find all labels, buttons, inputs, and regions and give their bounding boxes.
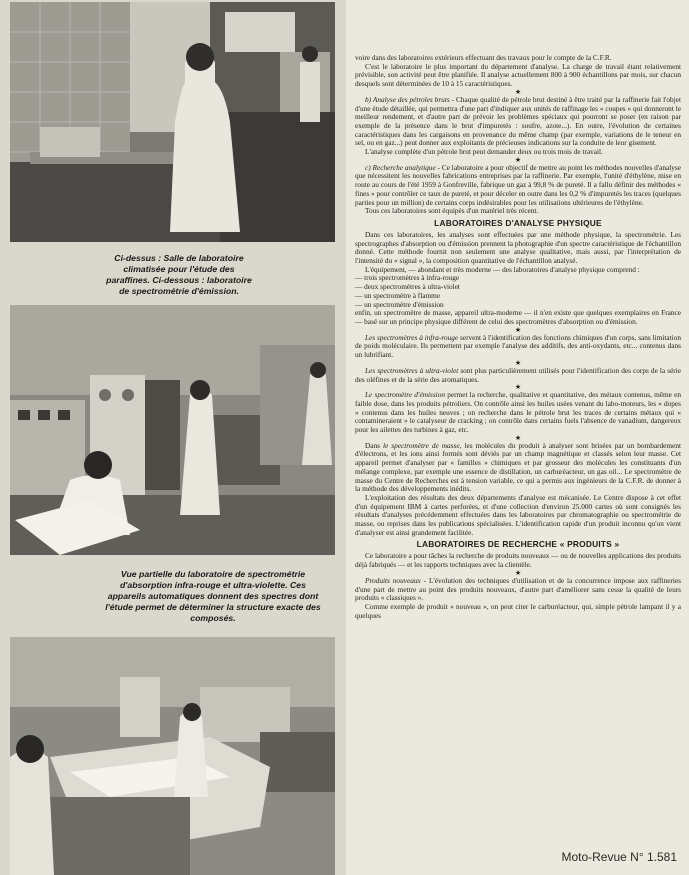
section-heading: LABORATOIRES DE RECHERCHE « PRODUITS » [416, 539, 620, 550]
section-star: ★ [514, 87, 522, 96]
article-paragraph: L'exploitation des résultats des deux départements d'analyse est mécanisée. Le Centre dispose à cet effet d'un équipement IBM à cartes perforées, et d'une collection d'environ 25.000 cartes où sont consignés les résultats d'analyses précédemment effectuées dans les laboratoires par chromatographie ou spectrométrie de masse, ou reprises dans les publications spécialisées. L'identification rapide d'un produit inconnu qu'on vient d'analyser est ainsi grandement facilitée. [355, 492, 681, 537]
section-star: ★ [514, 383, 522, 392]
subsection-title: Le spectromètre d'émission [365, 390, 446, 400]
photo-infrared-lab [10, 305, 335, 555]
paragraph-text: - Chaque qualité de pétrole brut destiné à être traité par la raffinerie fait l'objet d'une étude détaillée, qui permettra d'une part d'indiquer aux unités de raffinage les « coupes » qui donneront le meilleur rendement, et d'autre part de prévoir les problèmes spéciaux qui pourront se poser (en raison par exemple de la présence dans le brut d'impuretés : soufre, azote...). En outre, l'évolution de certaines caractéristiques dans les cargaisons en provenance du même champ (par exemple, variations de le teneur en sel, ou en gaz...) peut donner aux exploitants de précieuses indications sur la conduite de leur gisement. [355, 94, 681, 148]
equipment-list-item: — deux spectromètres à ultra-violet [355, 282, 460, 292]
article-text [355, 54, 681, 620]
article-paragraph [355, 96, 681, 148]
caption-infrared-lab: Vue partielle du laboratoire de spectrométrie d'absorption infra-rouge et ultra-violette. Ces appareils automatiques donnent des spectres dont l'étude permet de déterminer la structure exacte des composés. [105, 569, 321, 623]
article-paragraph [355, 577, 681, 603]
section-star: ★ [514, 155, 522, 164]
paragraph-text: sont plus particulièrement utilisés pour l'identification des corps de la série des oléfines et de la série des aromatiques. [355, 365, 681, 384]
paragraph-text: permet la recherche, qualitative et quantitative, des métaux contenus, même en faible dose, dans les produits pétroliers. On contrôle ainsi les huiles usées venant du labo-moteurs, les « dopes » contenus dans les huiles neuves ; on recherche dans le pétrole brut les traces de certains métaux qui « contamineraient » le catalyseur de cracking ; on contrôle dans certains fuels l'absence de vanadium, dangereux pour les ailettes des turbines à gaz, etc. [355, 390, 681, 435]
subsection-title: b) Analyse des pétroles bruts [365, 94, 450, 104]
article-paragraph [355, 391, 681, 435]
article-paragraph [355, 334, 681, 360]
article-paragraph: voire dans des laboratoires extérieurs effectuant des travaux pour le compte de la C.F.R. [355, 53, 612, 62]
section-star: ★ [514, 568, 522, 577]
article-paragraph: Ce laboratoire a pour tâches la recherche de produits nouveaux — ou de nouvelles applications des produits déjà fabriqués — et les rapports techniques avec la clientèle. [355, 551, 681, 570]
caption-paraffin-lab: Ci-dessus : Salle de laboratoire climatisée pour l'étude des paraffines. Ci-dessous : laboratoire de spectrométrie d'émission. [106, 253, 252, 296]
equipment-list-item: — un spectromètre d'émission [355, 299, 444, 309]
equipment-list-item: — un spectromètre à flamme [355, 290, 441, 300]
section-star: ★ [514, 433, 522, 442]
section-star: ★ [514, 325, 522, 334]
page-footer: Moto-Revue N° 1.581 [561, 850, 677, 864]
photo-mass-spectrometer-lab [10, 637, 335, 875]
subsection-title: Les spectromètres à ultra-violet [365, 365, 459, 375]
paragraph-text: - Ce laboratoire a pour objectif de mettre au point les méthodes nouvelles d'analyse que nécessitent les nouvelles fabrications entreprises par la raffinerie. Par exemple, l'unité d'éthylène, mise en route au cours de l'été 1959 à Gonfreville, fabrique un gaz à 99,8 % de pureté. Il a fallu définir des méthodes « fines » pour contrôler ce taux de pureté, et pour déceler en outre dans les 0,2 % d'impuretés les traces (quelques parties pour un million) de certains corps indésirables pour les utilisations ultérieures de l'éthylène. [355, 162, 681, 207]
article-paragraph: Tous ces laboratoires sont équipés d'un matériel très récent. [365, 206, 539, 216]
section-star: ★ [514, 358, 522, 367]
article-paragraph [355, 367, 681, 384]
mass-spectrometer-photo-image [10, 637, 335, 875]
section-heading: LABORATOIRES D'ANALYSE PHYSIQUE [434, 217, 602, 228]
paragraph-text: servent à l'identification des fonctions chimiques d'un corps, sans limitation de poids moléculaire. Ils permettent par exemple l'analyse des additifs, des anti-oxydants, etc... contenus dans un lubrifiant. [355, 332, 681, 360]
infrared-lab-photo-image [10, 305, 335, 555]
photo-paraffin-lab [10, 2, 335, 242]
subsection-title: c) Recherche analytique [365, 162, 436, 172]
article-paragraph: L'équipement, — abondant et très moderne — des laboratoires d'analyse physique comprend : [365, 264, 640, 274]
article-paragraph [355, 442, 681, 494]
equipment-list-item: — trois spectromètres à infra-rouge [355, 273, 460, 283]
paraffin-lab-photo-image [10, 2, 335, 242]
paragraph-text: - L'évolution des techniques d'utilisation et de la concurrence impose aux raffineries d'une part de mettre au point des produits nouveaux, d'autre part d'améliorer sans cesse la qualité de leurs produits « classiques ». [355, 575, 681, 603]
paragraph-text: Dans [365, 440, 384, 450]
article-paragraph: Comme exemple de produit « nouveau », on peut citer le carburéacteur, qui, simple pétrole lampant il y a quelques [355, 601, 681, 620]
article-paragraph: L'analyse complète d'un pétrole brut peut demander deux ou trois mois de travail. [365, 147, 603, 157]
subsection-title: le spectromètre de masse [383, 440, 460, 450]
paragraph-text: , les molécules du produit à analyser sont brisées par un bombardement d'électrons, et les ions ainsi formés sont déviés par un champ magnétique et classés selon leur masse. Cet appareil permet d'analyser par « familles » chimiques et par grosseur des molécules les constituants d'un mélange complexe, par exemple une essence de distillation, un carburéacteur, un gas oil... Le spectromètre de masse du Centre de Recherches est à tension variable, ce qui a permis aux ingénieurs de la C.F.R. de donner à la méthode des développements inédits. [355, 440, 682, 494]
subsection-title: Produits nouveaux [365, 575, 421, 585]
article-paragraph [355, 164, 681, 208]
subsection-title: Les spectromètres à infra-rouge [365, 332, 459, 342]
article-paragraph: enfin, un spectromètre de masse, appareil ultra-moderne — il n'en existe que quelques exemplaires en France — basé sur un principe physique différent de celui des spectromètres d'absorption ou d'émission. [355, 308, 681, 326]
article-paragraph: Dans ces laboratoires, les analyses sont effectuées par une méthode physique, la spectrométrie. Les spectrographes d'absorption ou d'émission prennent la photographie d'un spectre caractéristique de l'échantillon donné. Cette méthode fournit non seulement une analyse qualitative, mais aussi, par l'interprétation de l'intensité du « signal », la composition quantitative de l'échantillon analysé. [355, 229, 681, 266]
article-paragraph: C'est le laboratoire le plus important du département d'analyse. La charge de travail étant relativement prévisible, son activité peut être planifiée. Il analyse actuellement 800 à 900 échantillons par mois, sur chacun desquels sont déterminées de 10 à 15 caractéristiques. [355, 61, 681, 89]
